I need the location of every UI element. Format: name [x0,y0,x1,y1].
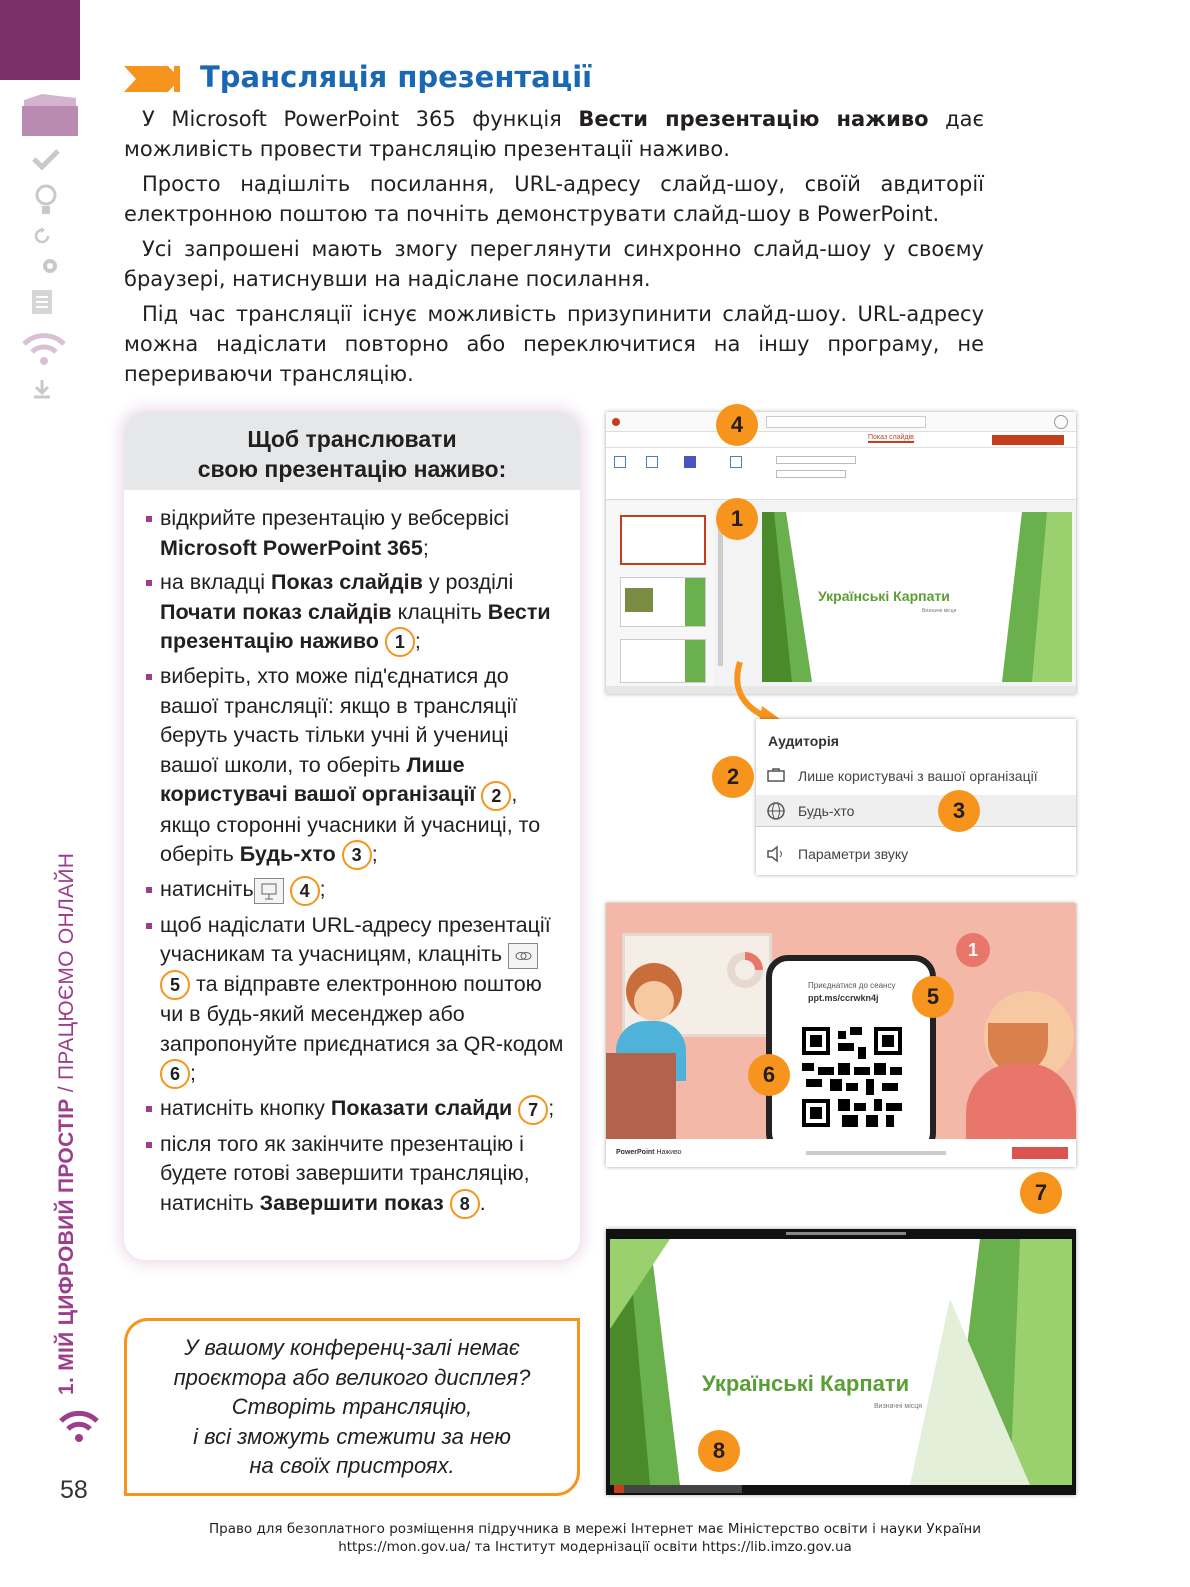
avatar[interactable] [1054,415,1068,429]
list-item: щоб надіслати URL-адресу презентації учасникам та учасницям, клацніть 5 та відправте електронною поштою чи в будь-який месенджер або запропонуйте приєднатися за QR-кодом 6 ; [146,911,568,1090]
corner-tab [0,0,80,80]
step-number: 6 [160,1059,190,1089]
badge-3: 3 [938,790,980,832]
podium [606,1053,676,1139]
thumbnail-3[interactable] [620,639,706,683]
slideshow-top-bar [606,1229,1076,1239]
section-heading: Трансляція презентації [200,60,593,94]
from-current-icon[interactable] [646,456,658,468]
badge-1: 1 [716,498,758,540]
show-slides-button[interactable] [1012,1147,1068,1159]
step-number: 2 [481,781,511,811]
heading-marker-icon [124,66,180,92]
menu-option-anyone[interactable]: Будь-хто [756,795,1076,827]
list-item: натисніть кнопку Показати слайди 7 ; [146,1094,568,1124]
list-item: виберіть, хто може під'єднатися до вашої трансляції: якщо в трансляції беруть участь тільки учні й учениці вашої школи, то оберіть Лише користувачі вашої організації 2 , якщо сторонні учасники й учасниці, то оберіть Будь-хто 3 ; [146,662,568,870]
slide-subtitle: Визначні місця [874,1403,923,1410]
footer-note [806,1151,946,1155]
step-number: 3 [342,840,372,870]
audience-header: Аудиторія [768,733,839,749]
slideshow-controls[interactable] [614,1485,742,1493]
download-icon [32,378,52,400]
slideshow-screen [606,1229,1076,1495]
slide-title: Українські Карпати [702,1371,910,1396]
tip-box: У вашому конференц-залі немає проєктора або великого дисплея? Створіть трансляцію, і всі зможуть стежити за нею на своїх пристроях. [124,1318,580,1496]
copy-link-icon [508,943,538,969]
slide-subtitle: Визначні місця [922,608,957,614]
teams-icon[interactable] [684,456,696,468]
instructions-list [124,490,580,1219]
thumbnail-2[interactable] [620,577,706,627]
badge-5: 5 [912,976,954,1018]
paragraph-2: Просто надішліть посилання, URL-адресу слайд-шоу, своїй авдиторії електронною поштою та почніть демонструвати слайд-шоу в PowerPoint. [124,172,984,226]
audience-menu [756,719,1076,875]
copyright-footer: Право для безоплатного розміщення підручника в мережі Інтернет має Міністерство освіти і науки України https://mon.gov.ua/ та Інститут модернізації освіти https://lib.imzo.gov.ua [208,1521,982,1555]
man-body [966,1063,1076,1139]
mountain-image [625,588,653,612]
list-item: на вкладці Показ слайдів у розділі Почати показ слайдів клацніть Вести презентацію наживо 1 ; [146,568,568,657]
slide-title: Українські Карпати [818,588,950,604]
present-live-icon[interactable] [730,456,742,468]
paragraph-1: У Microsoft PowerPoint 365 функція Вести презентацію наживо дає можливість провести трансляцію презентації наживо. [124,107,984,161]
badge-7: 7 [1020,1172,1062,1214]
speaker-icon [766,845,786,863]
subtitle-settings[interactable] [776,470,846,478]
list-item: після того як закінчите презентацію і будете готові завершити трансляцію, натисніть Завершити показ 8 . [146,1130,568,1219]
powerpoint-live-logo: PowerPoint Наживо [616,1149,682,1156]
powerpoint-screenshot [606,412,1076,694]
badge-6: 6 [748,1054,790,1096]
wifi-icon [20,330,68,366]
status-bar [606,686,1076,694]
presentation-url[interactable]: ppt.ms/ccrwkn4j [808,993,879,1003]
badge-8: 8 [698,1430,740,1472]
tab-slideshow[interactable]: Показ слайдів [868,434,914,441]
document-icon [30,288,54,316]
lightbulb-icon [34,184,58,216]
phone: Приєднатися до сеансу ppt.ms/ccrwkn4j [766,955,936,1139]
donut-chart-icon [725,950,765,990]
step-number: 4 [290,876,320,906]
checkmark-icon [32,148,60,170]
slide-decor [610,1239,1072,1485]
subtitles-checkbox[interactable] [776,456,856,464]
badge-2: 2 [712,756,754,798]
slide-canvas [762,512,1072,682]
present-live-button-icon [254,878,284,904]
qr-code-icon[interactable] [802,1027,902,1127]
refresh-icon [32,226,52,246]
step-number: 7 [518,1095,548,1125]
share-button[interactable] [992,435,1064,445]
ribbon-tabs [606,432,1076,448]
thumbnail-1[interactable] [620,515,706,565]
ribbon [606,448,1076,500]
search-box[interactable] [766,416,926,428]
step-number: 1 [385,627,415,657]
badge-4: 4 [716,404,758,446]
wifi-icon-bottom [58,1408,100,1444]
woman-face [634,981,674,1021]
instructions-box [124,412,580,1260]
paragraph-4: Під час трансляції існує можливість призупинити слайд-шоу. URL-адресу можна надіслати повторно або переключитися на іншу програму, не перериваючи трансляцію. [124,302,984,386]
end-show-button[interactable] [614,1485,624,1493]
menu-option-org-only[interactable]: Лише користувачі з вашої організації [756,761,1076,791]
step-number: 8 [450,1189,480,1219]
briefcase-icon [766,767,786,783]
folder-icon [20,90,80,138]
chapter-title: 1. МІЙ ЦИФРОВИЙ ПРОСТІР / ПРАЦЮЄМО ОНЛАЙН [55,852,78,1395]
slide-fullscreen [610,1239,1072,1485]
step-circle: 1 [956,933,990,967]
step-number: 5 [160,970,190,1000]
instructions-title: Щоб транслювати свою презентацію наживо: [124,412,580,490]
list-item: відкрийте презентацію у вебсервісі Microsoft PowerPoint 365; [146,504,568,563]
globe-icon [766,801,786,821]
powerpoint-logo-icon [612,418,620,426]
from-beginning-icon[interactable] [614,456,626,468]
live-join-screen [606,903,1076,1167]
join-illustration [606,903,1076,1139]
menu-option-audio-settings[interactable]: Параметри звуку [756,839,1076,869]
title-bar [606,412,1076,432]
gear-icon [40,256,60,276]
paragraph-3: Усі запрошені мають змогу переглянути синхронно слайд-шоу у своєму браузері, натиснувши на надіслане посилання. [124,237,984,291]
slide-thumbnails [606,501,714,686]
list-item: натисніть 4 ; [146,875,568,905]
page-number: 58 [60,1476,88,1504]
